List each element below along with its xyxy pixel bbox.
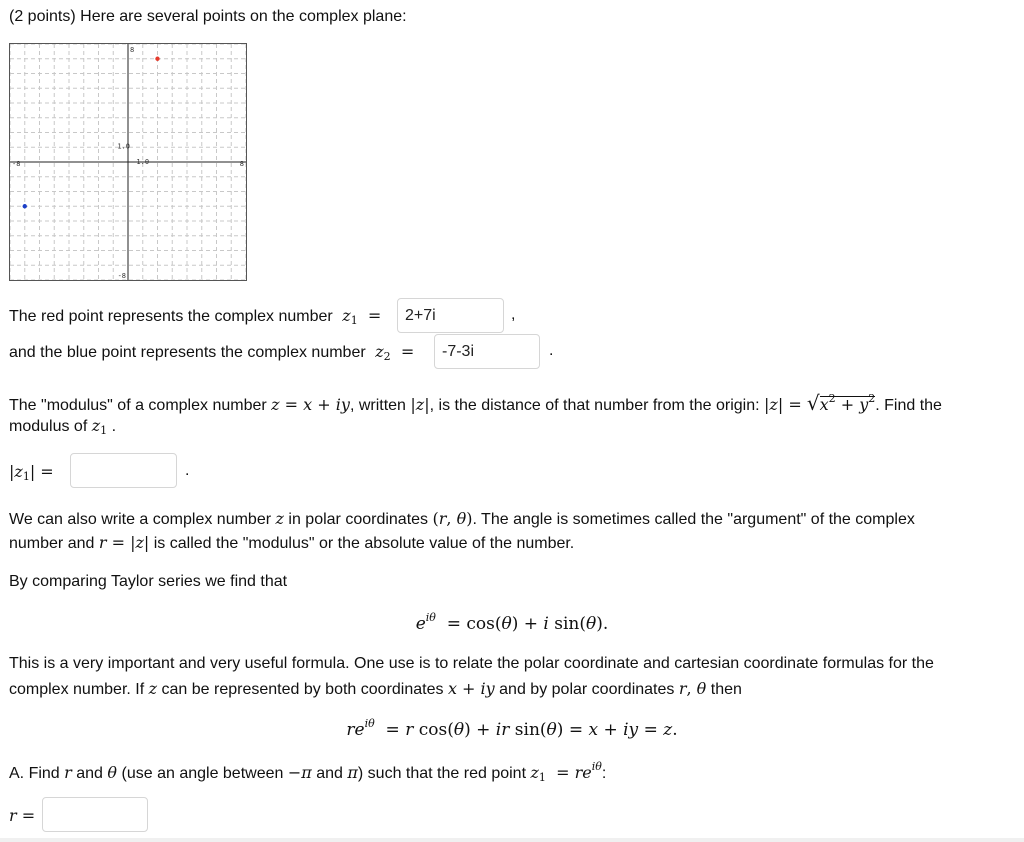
euler-formula: $e^{i\theta} = \cos(\theta) + i$ sin(θ). <box>415 611 609 634</box>
taylor-text: By comparing Taylor series we find that <box>9 573 288 590</box>
red-comma: , <box>511 306 516 323</box>
tick-label-unit-x: 1.0 <box>136 158 150 166</box>
red-point <box>155 57 159 61</box>
z2-answer-field[interactable]: -7-3i <box>434 334 540 369</box>
complex-plane-svg <box>10 44 246 280</box>
blue-point-text: and the blue point represents the complex number $z_2$ = <box>9 342 415 363</box>
modulus-definition: The "modulus" of a complex number z = x + iy, written |z|, is the distance of that number from the origin: $|z| = √x^2 + y^2$. Find the <box>9 391 942 415</box>
polar-identity: $re^{i\theta} = r$ cos(θ) + ir sin(θ) = x + iy = z. <box>346 717 678 740</box>
blue-period: . <box>549 342 554 359</box>
modulus-period: . <box>185 462 190 479</box>
polar-intro-2: number and r = |z| is called the "modulus" or the absolute value of the number. <box>9 533 575 552</box>
r-answer-field[interactable] <box>42 797 148 832</box>
tick-label-bottom: -8 <box>117 272 126 280</box>
problem-header <box>9 8 407 26</box>
polar-intro: We can also write a complex number z in polar coordinates (r, θ). The angle is sometimes called the "argument" of the complex <box>9 509 915 528</box>
points-label: (2 points) <box>9 8 76 25</box>
tick-label-left: -8 <box>12 160 21 168</box>
tick-label-top: 8 <box>130 46 135 54</box>
complex-plane-graph <box>9 43 247 281</box>
tick-label-unit-y: 1.0 <box>117 142 130 151</box>
modulus-label: $|z_1|$ = <box>9 462 54 483</box>
tick-label-right: 8 <box>239 160 244 168</box>
z1-answer-field[interactable]: 2+7i <box>397 298 504 333</box>
modulus-of-line: modulus of $z_1$ . <box>9 416 117 437</box>
important-text-2: complex number. If z can be represented by both coordinates x + iy and by polar coordinates r, θ then <box>9 679 742 698</box>
r-label: r = <box>9 806 36 825</box>
modulus-answer-field[interactable] <box>70 453 177 488</box>
part-a-prompt: A. Find r and θ (use an angle between −π and π) such that the red point $z_1 = re^{i\theta}$: <box>9 760 607 784</box>
red-point-text: The red point represents the complex number $z_1$ = <box>9 306 382 327</box>
page-bottom-band <box>0 838 1024 842</box>
blue-point <box>23 204 27 208</box>
problem-intro: Here are several points on the complex plane: <box>80 8 407 25</box>
important-text-1: This is a very important and very useful formula. One use is to relate the polar coordinate and cartesian coordinate formulas for the <box>9 655 934 672</box>
